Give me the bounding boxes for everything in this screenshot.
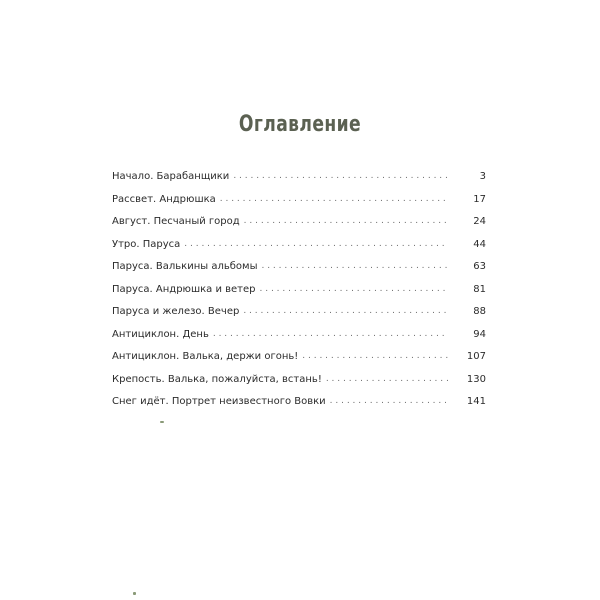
- toc-entry-label: Паруса. Валькины альбомы: [112, 260, 261, 274]
- toc-entry-label: Паруса. Андрюшка и ветер: [112, 283, 260, 297]
- toc-entry-page: 63: [473, 261, 486, 272]
- dot-leader: [213, 327, 448, 341]
- toc-entry-label: Снег идёт. Портрет неизвестного Вовки: [112, 395, 330, 409]
- toc-entry: [112, 350, 486, 373]
- dot-leader: [261, 259, 448, 273]
- toc-entry-page: 81: [473, 283, 486, 295]
- toc-entry-label: Рассвет. Андрюшка: [112, 193, 220, 207]
- toc-entry: [112, 215, 486, 238]
- dot-leader: [220, 192, 448, 206]
- toc-entry-page: 17: [473, 193, 486, 205]
- toc-entry-label: Август. Песчаный город: [112, 215, 244, 229]
- dot-leader: [330, 394, 448, 408]
- toc-entry: [112, 193, 486, 216]
- dot-leader: [243, 304, 448, 318]
- toc-entry-page: 24: [473, 216, 486, 227]
- toc-entry: [112, 305, 486, 328]
- toc-entry: [112, 395, 486, 418]
- toc-entry-page: 94: [473, 328, 486, 340]
- toc-entry-label: Утро. Паруса: [112, 238, 184, 252]
- toc-entry-page: 130: [466, 373, 486, 385]
- toc-entry: [112, 328, 486, 351]
- toc-entry-page: 107: [466, 351, 486, 362]
- print-speck: [160, 421, 164, 423]
- toc-entry-label: Начало. Барабанщики: [112, 170, 233, 184]
- toc-entry-label: Крепость. Валька, пожалуйста, встань!: [112, 373, 326, 387]
- dot-leader: [244, 214, 448, 228]
- toc-entry: [112, 238, 486, 261]
- dot-leader: [233, 169, 448, 183]
- toc-entry: [112, 283, 486, 306]
- toc-entry-label: Антициклон. Валька, держи огонь!: [112, 350, 302, 364]
- toc-entry-page: 141: [466, 396, 486, 407]
- toc-entry-page: 88: [473, 306, 486, 317]
- toc-title: Оглавление: [238, 112, 362, 137]
- toc-entry: [112, 170, 486, 193]
- toc-entry-page: 44: [473, 238, 486, 250]
- toc-entry: [112, 373, 486, 396]
- dot-leader: [302, 349, 448, 363]
- print-speck: [133, 592, 136, 595]
- dot-leader: [326, 372, 448, 386]
- dot-leader: [260, 282, 448, 296]
- toc-list: [112, 170, 486, 418]
- toc-entry-page: 3: [479, 171, 486, 182]
- toc-entry-label: Паруса и железо. Вечер: [112, 305, 243, 319]
- toc-entry-label: Антициклон. День: [112, 328, 213, 342]
- dot-leader: [184, 237, 448, 251]
- toc-entry: [112, 260, 486, 283]
